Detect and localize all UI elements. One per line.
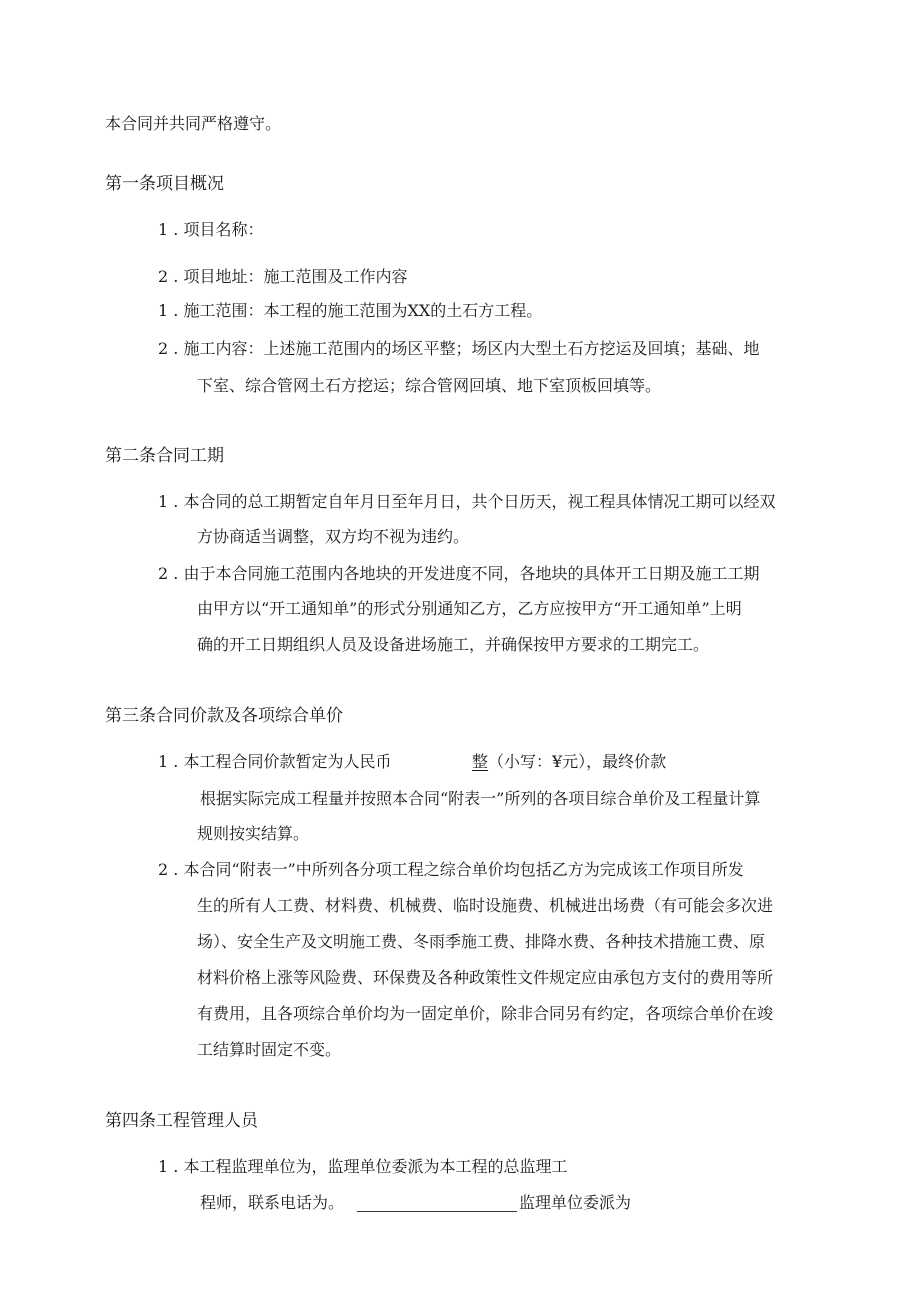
article-2-heading: 第二条合同工期: [105, 446, 224, 466]
fill-in-blank: [357, 1211, 517, 1212]
article-3-item-2-cont-1: 生的所有人工费、材料费、机械费、临时设施费、机械进出场费（有可能会多次进: [197, 896, 774, 915]
article-3-item-1-amount: （小写：¥元），最终价款: [488, 752, 667, 771]
article-2-item-2: 2 . 由于本合同施工范围内各地块的开发进度不同，各地块的具体开工日期及施工工期: [158, 564, 760, 583]
article-3-item-2-cont-5: 工结算时固定不变。: [197, 1040, 342, 1059]
article-3-item-2-cont-2: 场）、安全生产及文明施工费、冬雨季施工费、排降水费、各种技术措施工费、原: [197, 932, 766, 951]
article-2-item-1-cont: 方协商适当调整，双方均不视为违约。: [197, 527, 470, 546]
article-1-subitem-2-cont: 下室、综合管网土石方挖运；综合管网回填、地下室顶板回填等。: [197, 376, 662, 395]
article-1-heading: 第一条项目概况: [105, 174, 224, 194]
article-4-item-1-cont-b: 监理单位委派为: [519, 1193, 632, 1212]
article-2-item-2-cont-2: 确的开工日期组织人员及设备进场施工，并确保按甲方要求的工期完工。: [197, 635, 710, 654]
article-1-item-1: 1 . 项目名称：: [158, 220, 264, 239]
article-1-subitem-2: 2 . 施工内容：上述施工范围内的场区平整；场区内大型土石方挖运及回填；基础、地: [158, 339, 760, 358]
article-2-item-2-cont-1: 由甲方以“开工通知单”的形式分别通知乙方，乙方应按甲方“开工通知单”上明: [197, 599, 742, 618]
intro-text: 本合同并共同严格遵守。: [105, 114, 282, 133]
article-3-item-2-cont-4: 有费用，且各项综合单价均为一固定单价，除非合同另有约定，各项综合单价在竣: [197, 1004, 774, 1023]
article-3-heading: 第三条合同价款及各项综合单价: [105, 706, 343, 726]
article-4-item-1-cont: 程师，联系电话为。: [200, 1193, 345, 1212]
article-3-item-2: 2 . 本合同“附表一”中所列各分项工程之综合单价均包括乙方为完成该工作项目所发: [158, 860, 744, 879]
article-2-item-1: 1 . 本合同的总工期暂定自年月日至年月日，共个日历天，视工程具体情况工期可以经双: [158, 492, 776, 511]
article-4-item-1: 1 . 本工程监理单位为，监理单位委派为本工程的总监理工: [158, 1157, 568, 1176]
article-4-heading: 第四条工程管理人员: [105, 1111, 258, 1131]
article-3-item-1-cont-2: 规则按实结算。: [197, 824, 310, 843]
article-3-item-2-cont-3: 材料价格上涨等风险费、环保费及各种政策性文件规定应由承包方支付的费用等所: [197, 968, 774, 987]
amount-blank: 整: [472, 752, 489, 771]
article-3-item-1-cont-1: 根据实际完成工程量并按照本合同“附表一”所列的各项目综合单价及工程量计算: [200, 789, 761, 808]
article-3-item-1: 1 . 本工程合同价款暂定为人民币: [158, 752, 392, 771]
article-1-item-2: 2 . 项目地址：施工范围及工作内容: [158, 267, 408, 286]
article-1-subitem-1: 1 . 施工范围：本工程的施工范围为XX的土石方工程。: [158, 301, 543, 320]
